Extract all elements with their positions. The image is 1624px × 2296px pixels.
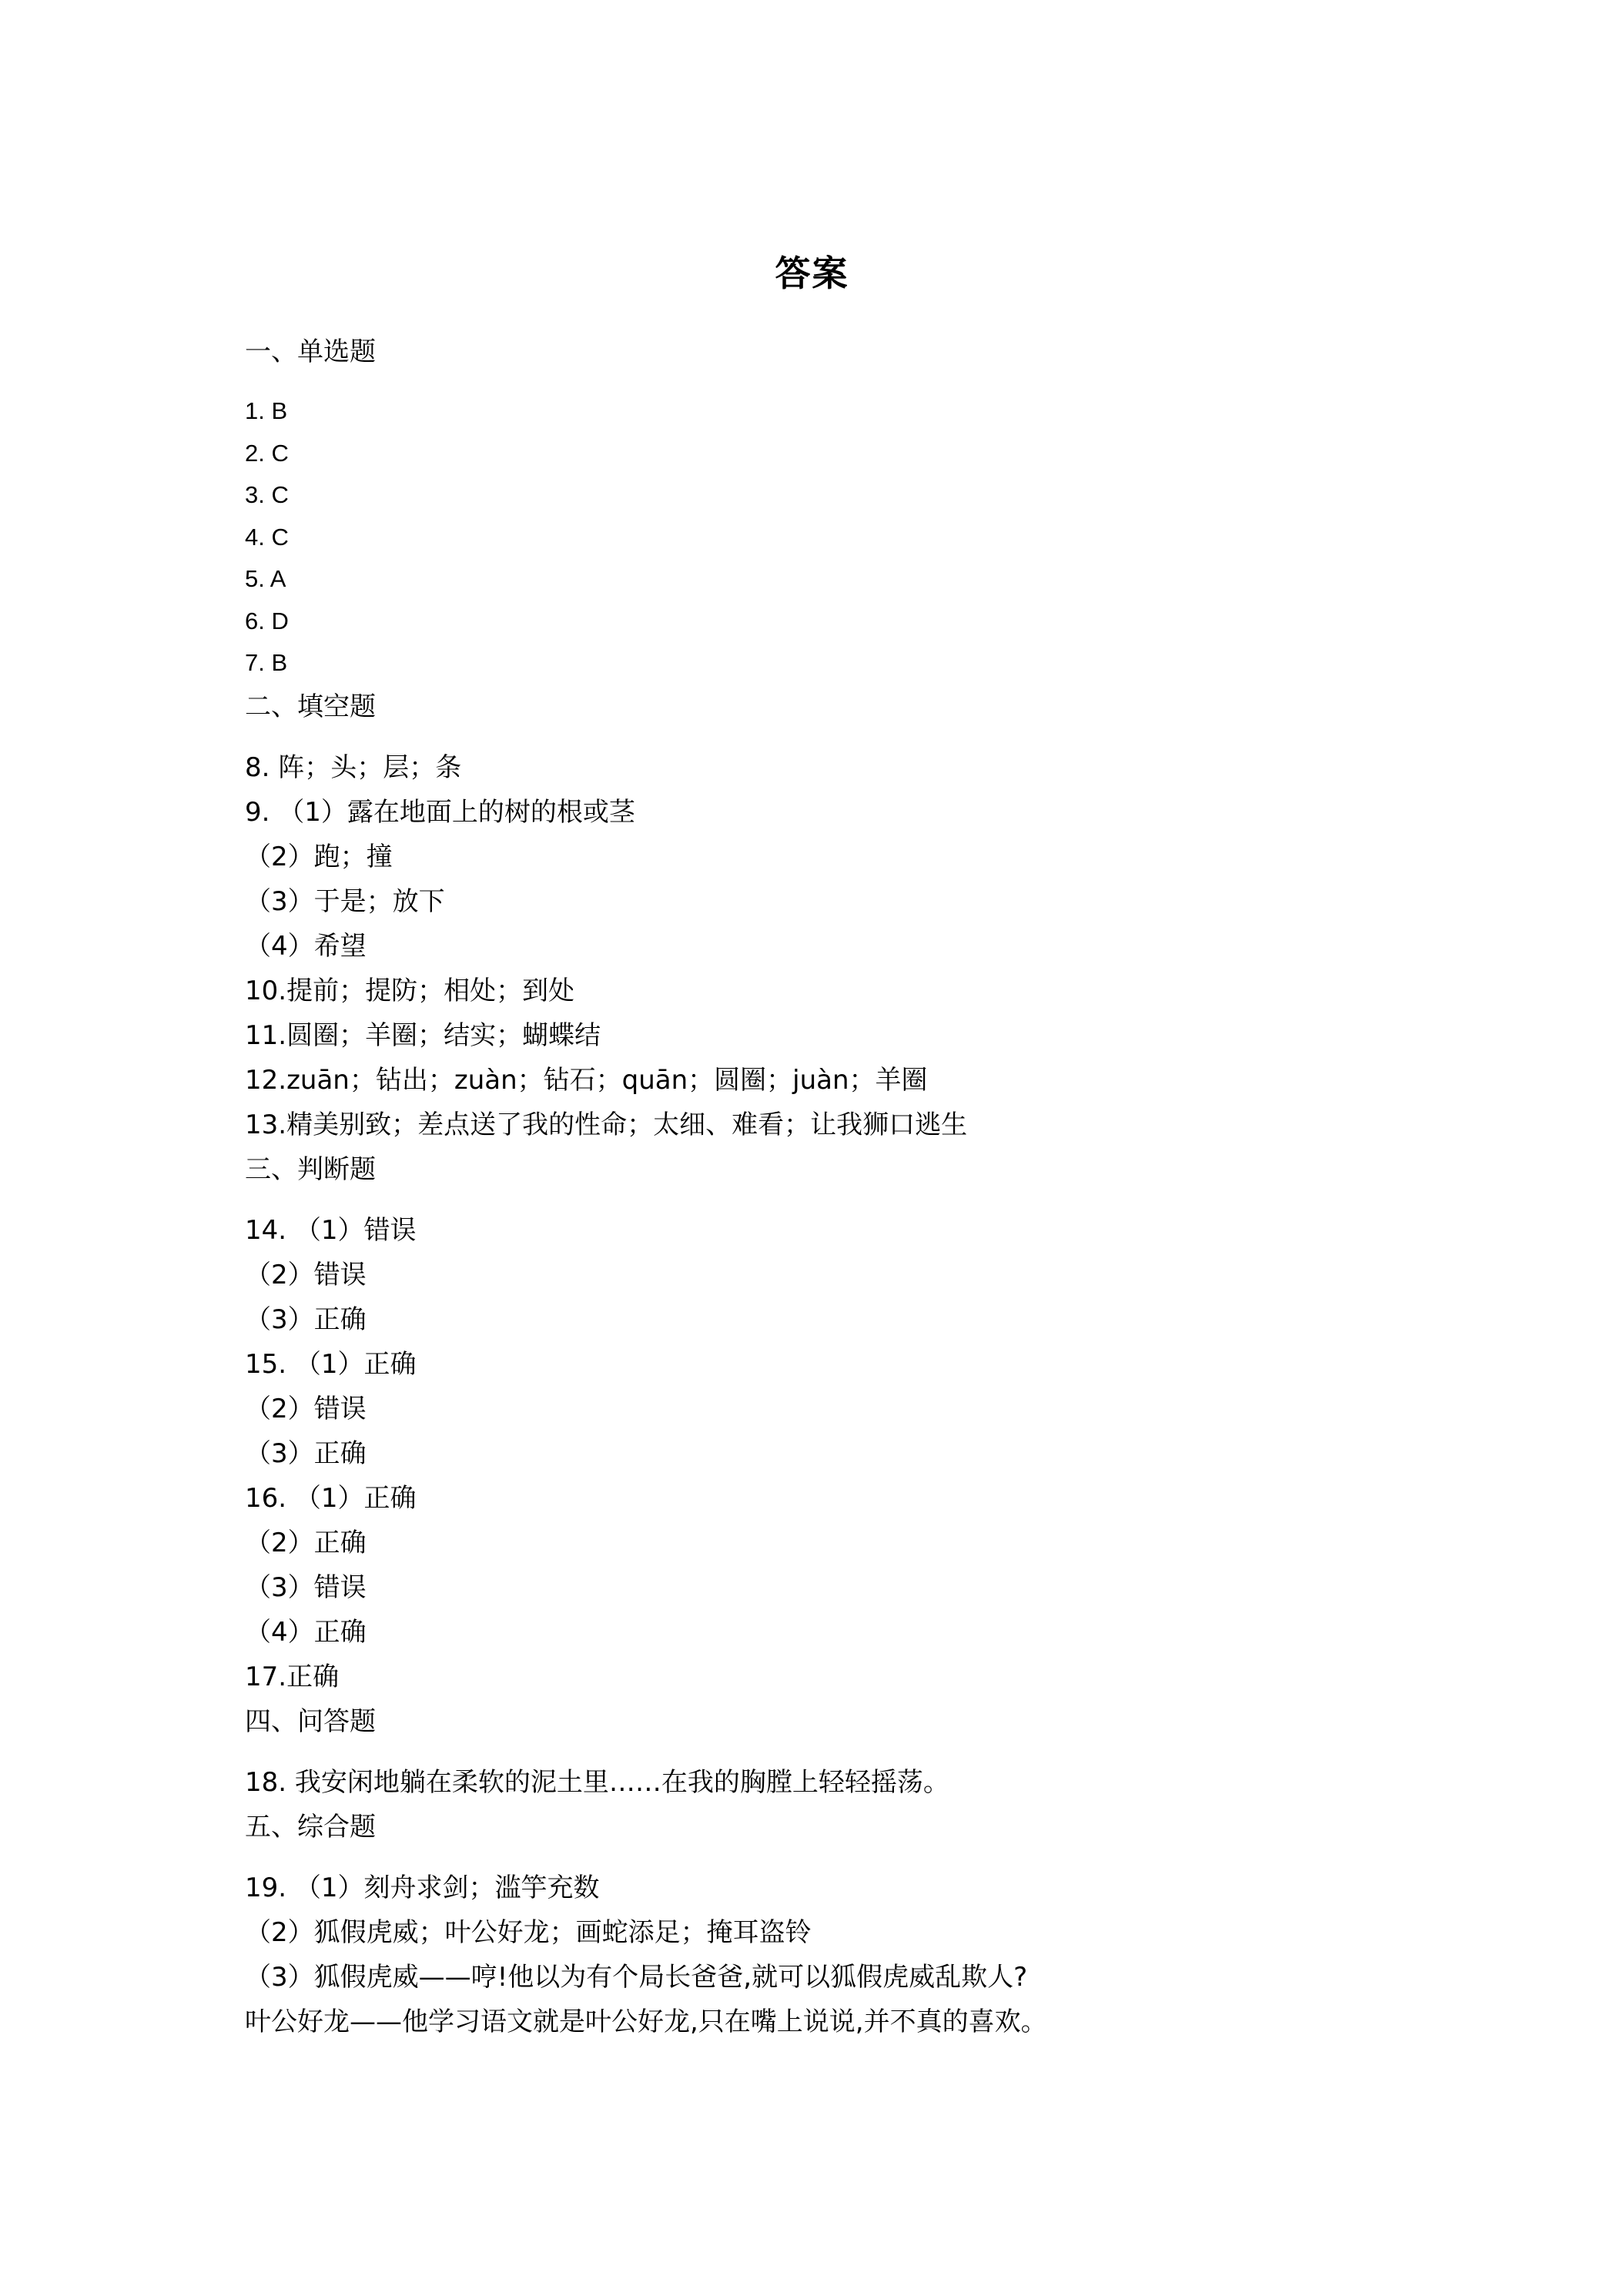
answer-line: 17.正确	[245, 1661, 340, 1692]
answer-line: 叶公好龙——他学习语文就是叶公好龙,只在嘴上说说,并不真的喜欢。	[245, 2006, 1047, 2037]
answer-line: （3）正确	[245, 1304, 367, 1335]
answer-line: （2）跑；撞	[245, 841, 393, 872]
answer-line: （3）错误	[245, 1571, 367, 1603]
answer-line: 11.圆圈；羊圈；结实；蝴蝶结	[245, 1019, 601, 1051]
answer-line: （2）狐假虎威；叶公好龙；画蛇添足；掩耳盗铃	[245, 1916, 812, 1948]
single-choice-answers	[245, 390, 1477, 684]
answer-line: 10.提前；提防；相处；到处	[245, 975, 575, 1006]
answer-item: 3. C	[245, 481, 289, 508]
answer-item: 7. B	[245, 649, 288, 676]
section-heading-true-false: 三、判断题	[245, 1153, 376, 1185]
answer-content	[245, 330, 1477, 2044]
answer-line: （2）错误	[245, 1259, 367, 1290]
answer-line: 18. 我安闲地躺在柔软的泥土里……在我的胸膛上轻轻摇荡。	[245, 1766, 949, 1798]
answer-line: （4）正确	[245, 1616, 367, 1648]
answer-line: 8. 阵；头；层；条	[245, 751, 462, 783]
answer-line: 14. （1）错误	[245, 1214, 417, 1246]
answer-line: （2）错误	[245, 1393, 367, 1424]
true-false-answers	[245, 1208, 1477, 1699]
answer-line: 16. （1）正确	[245, 1482, 417, 1514]
section-heading-fill-blank: 二、填空题	[245, 691, 376, 722]
qa-answers	[245, 1760, 1477, 1805]
answer-line: （4）希望	[245, 930, 367, 962]
answer-line: 15. （1）正确	[245, 1348, 417, 1380]
answer-item: 4. C	[245, 523, 289, 551]
answer-line: 9. （1）露在地面上的树的根或茎	[245, 796, 635, 828]
answer-line: （2）正确	[245, 1527, 367, 1558]
answer-line: （3）正确	[245, 1438, 367, 1469]
answer-line: 13.精美别致；差点送了我的性命；太细、难看；让我狮口逃生	[245, 1109, 968, 1140]
page-title: 答案	[775, 253, 849, 294]
answer-item: 1. B	[245, 397, 288, 424]
fill-blank-answers	[245, 745, 1477, 1147]
answer-item: 6. D	[245, 607, 289, 634]
answer-line: 12.zuān；钻出；zuàn；钻石；quān；圆圈；juàn；羊圈	[245, 1064, 928, 1096]
answer-line: （3）于是；放下	[245, 885, 445, 917]
section-heading-single-choice: 一、单选题	[245, 336, 376, 367]
comprehensive-answers	[245, 1866, 1477, 2044]
section-heading-qa: 四、问答题	[245, 1705, 376, 1737]
answer-item: 5. A	[245, 565, 286, 592]
answer-line: 19. （1）刻舟求剑；滥竽充数	[245, 1872, 600, 1903]
answer-line: （3）狐假虎威——哼!他以为有个局长爸爸,就可以狐假虎威乱欺人?	[245, 1961, 1028, 1993]
answer-item: 2. C	[245, 439, 289, 467]
section-heading-comprehensive: 五、综合题	[245, 1811, 376, 1842]
